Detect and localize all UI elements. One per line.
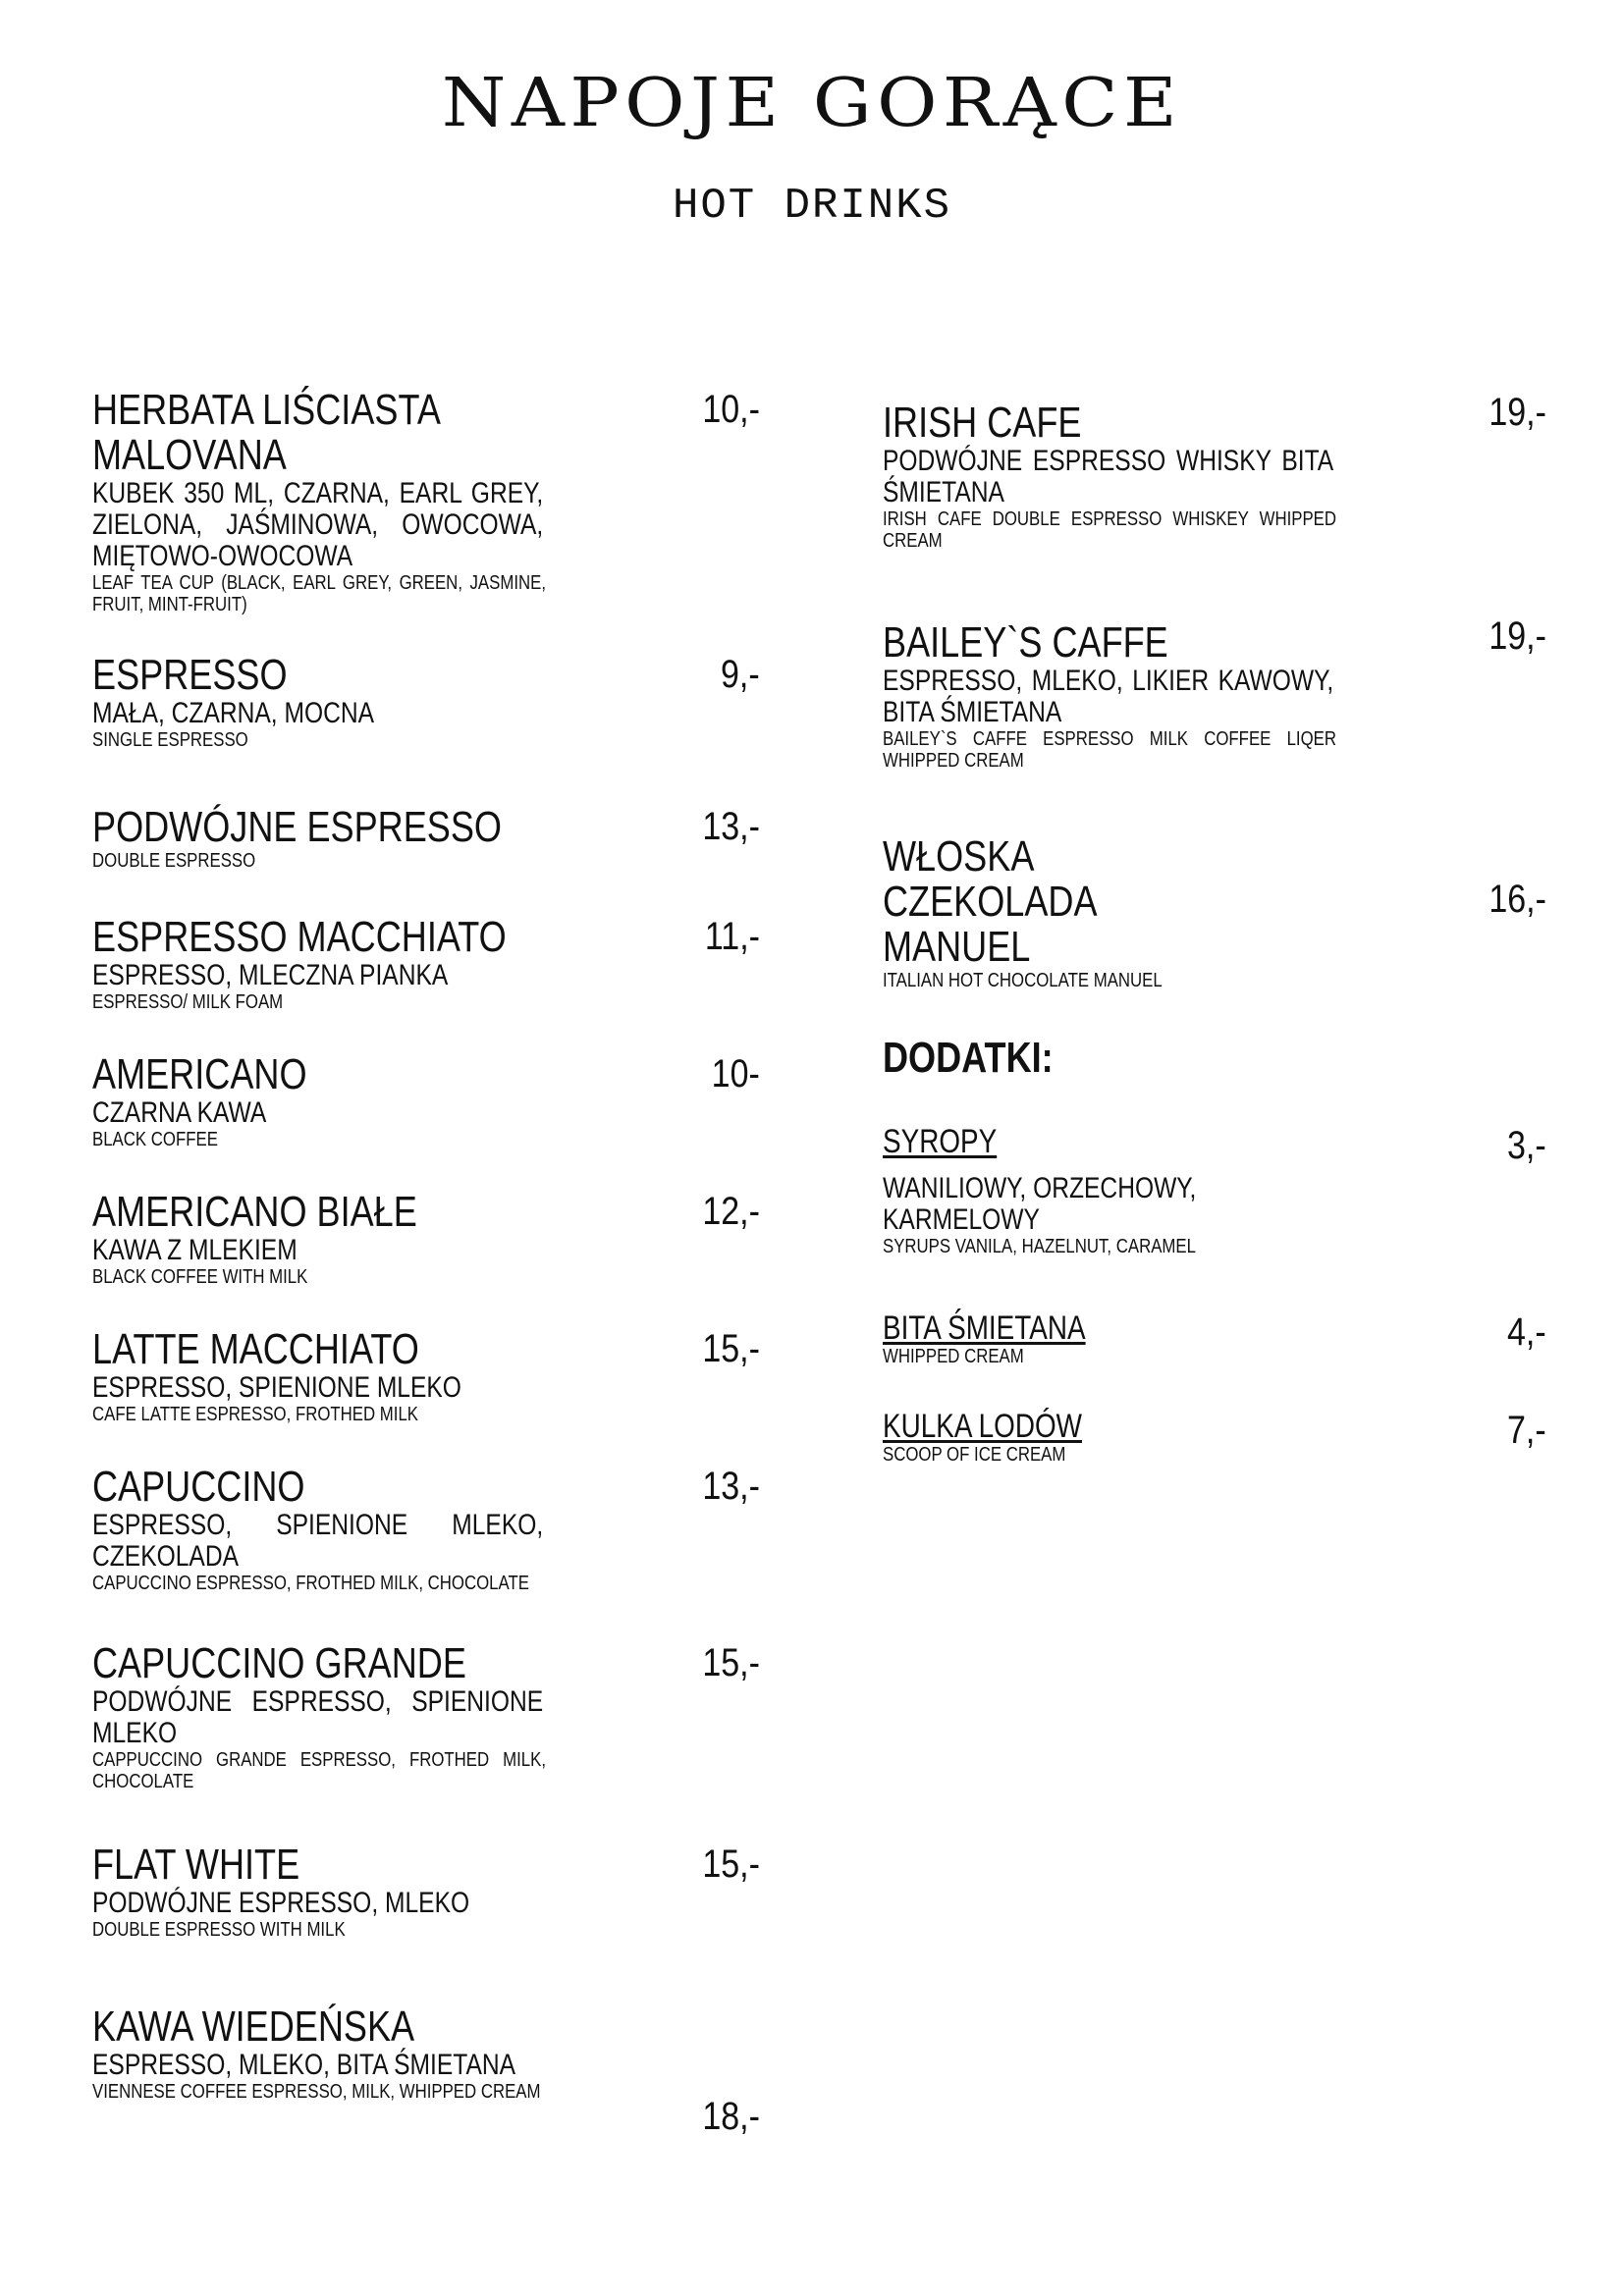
item-description-pl: KUBEK 350 ML, CZARNA, EARL GREY, ZIELONA, JAŚMINOWA, OWOCOWA, MIĘTOWO-OWOCOWA <box>92 477 544 572</box>
item-description-en: DOUBLE ESPRESSO <box>92 850 256 872</box>
addon-price: 4,- <box>1507 1310 1546 1354</box>
item-description-pl: ESPRESSO, MLECZNA PIANKA <box>92 959 449 991</box>
item-description-en: IRISH CAFE DOUBLE ESPRESSO WHISKEY WHIPPED CREAM <box>883 508 1336 552</box>
item-price: 10,- <box>702 388 760 431</box>
item-name: CAPUCCINO <box>92 1463 305 1511</box>
item-price: 13,- <box>702 1465 760 1508</box>
addon-description-en: SCOOP OF ICE CREAM <box>883 1444 1066 1466</box>
menu-item-americano-biale <box>92 1190 760 1327</box>
item-description-pl: PODWÓJNE ESPRESSO WHISKY BITA ŚMIETANA <box>883 445 1334 508</box>
menu-item-kawa-wiedenska <box>92 2004 760 2142</box>
item-description-pl: KAWA Z MLEKIEM <box>92 1234 298 1266</box>
item-name: FLAT WHITE <box>92 1841 300 1889</box>
item-description-pl: ESPRESSO, SPIENIONE MLEKO, CZEKOLADA <box>92 1509 544 1573</box>
item-price: 15,- <box>702 1641 760 1684</box>
addon-description-en: WHIPPED CREAM <box>883 1346 1024 1367</box>
item-price: 13,- <box>702 805 760 848</box>
item-price: 10- <box>711 1052 760 1095</box>
item-description-en: DOUBLE ESPRESSO WITH MILK <box>92 1919 346 1941</box>
item-price: 15,- <box>702 1842 760 1886</box>
addon-item-kulka-lodow <box>883 1409 1546 1487</box>
addons-heading: DODATKI: <box>883 1034 1054 1082</box>
item-name: CAPUCCINO GRANDE <box>92 1639 466 1687</box>
addon-name: BITA ŚMIETANA <box>883 1309 1086 1347</box>
item-name: WŁOSKA CZEKOLADA MANUEL <box>883 832 1096 971</box>
item-description-en: BAILEY`S CAFFE ESPRESSO MILK COFFEE LIQER WHIPPED CREAM <box>883 728 1336 772</box>
addon-description-pl: WANILIOWY, ORZECHOWY, KARMELOWY <box>883 1172 1197 1236</box>
item-description-en: VIENNESE COFFEE ESPRESSO, MILK, WHIPPED CREAM <box>92 2081 541 2103</box>
item-name: BAILEY`S CAFFE <box>883 618 1168 667</box>
item-description-pl: CZARNA KAWA <box>92 1096 267 1129</box>
item-description-en: CAPPUCCINO GRANDE ESPRESSO, FROTHED MILK, CHOCOLATE <box>92 1749 546 1792</box>
item-description-en: SINGLE ESPRESSO <box>92 729 248 751</box>
item-name: AMERICANO BIAŁE <box>92 1188 417 1236</box>
menu-item-baileys-caffe <box>883 614 1546 834</box>
item-name: ESPRESSO MACCHIATO <box>92 913 507 961</box>
menu-item-americano <box>92 1052 760 1190</box>
addon-item-bita-smietana <box>883 1310 1546 1409</box>
menu-item-capuccino <box>92 1465 760 1641</box>
menu-item-wloska-czekolada <box>883 834 1546 1036</box>
left-menu-column <box>92 388 760 2142</box>
item-price: 16,- <box>1489 878 1546 921</box>
item-name: KAWA WIEDEŃSKA <box>92 2002 415 2051</box>
item-description-en: LEAF TEA CUP (BLACK, EARL GREY, GREEN, JASMINE, FRUIT, MINT-FRUIT) <box>92 572 546 615</box>
item-description-pl: ESPRESSO, MLEKO, LIKIER KAWOWY, BITA ŚMIETANA <box>883 665 1334 728</box>
item-price: 19,- <box>1489 614 1546 658</box>
addon-price: 3,- <box>1507 1124 1546 1167</box>
item-name: LATTE MACCHIATO <box>92 1325 419 1373</box>
item-description-en: BLACK COFFEE <box>92 1129 218 1150</box>
item-description-pl: ESPRESSO, SPIENIONE MLEKO <box>92 1371 461 1404</box>
page-subtitle: HOT DRINKS <box>672 182 952 231</box>
item-price: 11,- <box>704 915 760 958</box>
page-title: NAPOJE GORĄCE <box>441 65 1183 142</box>
menu-item-flat-white <box>92 1842 760 2004</box>
menu-item-podwojne-espresso <box>92 805 760 915</box>
menu-item-espresso-macchiato <box>92 915 760 1052</box>
item-price: 9,- <box>721 653 760 696</box>
item-description-pl: PODWÓJNE ESPRESSO, SPIENIONE MLEKO <box>92 1685 544 1749</box>
item-description-en: ESPRESSO/ MILK FOAM <box>92 991 284 1013</box>
item-description-pl: MAŁA, CZARNA, MOCNA <box>92 697 375 729</box>
addon-name: KULKA LODÓW <box>883 1408 1082 1445</box>
addon-description-en: SYRUPS VANILA, HAZELNUT, CARAMEL <box>883 1236 1196 1257</box>
item-name: ESPRESSO <box>92 651 288 699</box>
menu-item-irish-cafe <box>883 391 1546 620</box>
item-description-en: ITALIAN HOT CHOCOLATE MANUEL <box>883 970 1163 991</box>
item-description-en: CAPUCCINO ESPRESSO, FROTHED MILK, CHOCOLATE <box>92 1573 529 1594</box>
addon-item-syropy <box>883 1124 1546 1310</box>
item-price: 12,- <box>702 1190 760 1233</box>
item-description-en: BLACK COFFEE WITH MILK <box>92 1266 308 1288</box>
menu-item-capuccino-grande <box>92 1641 760 1842</box>
item-name: AMERICANO <box>92 1050 307 1098</box>
menu-item-espresso <box>92 653 760 805</box>
item-name: PODWÓJNE ESPRESSO <box>92 803 503 851</box>
addon-price: 7,- <box>1507 1409 1546 1452</box>
addon-name: SYROPY <box>883 1123 998 1160</box>
item-price: 19,- <box>1489 391 1546 434</box>
item-name: IRISH CAFE <box>883 399 1082 447</box>
item-price: 18,- <box>702 2095 760 2138</box>
item-description-pl: PODWÓJNE ESPRESSO, MLEKO <box>92 1887 470 1919</box>
right-menu-column <box>883 391 1546 1487</box>
item-description-pl: ESPRESSO, MLEKO, BITA ŚMIETANA <box>92 2049 516 2081</box>
menu-item-latte-macchiato <box>92 1327 760 1465</box>
item-price: 15,- <box>702 1327 760 1370</box>
item-description-en: CAFE LATTE ESPRESSO, FROTHED MILK <box>92 1404 419 1425</box>
menu-item-herbata <box>92 388 760 653</box>
item-name: HERBATA LIŚCIASTA MALOVANA <box>92 386 439 479</box>
